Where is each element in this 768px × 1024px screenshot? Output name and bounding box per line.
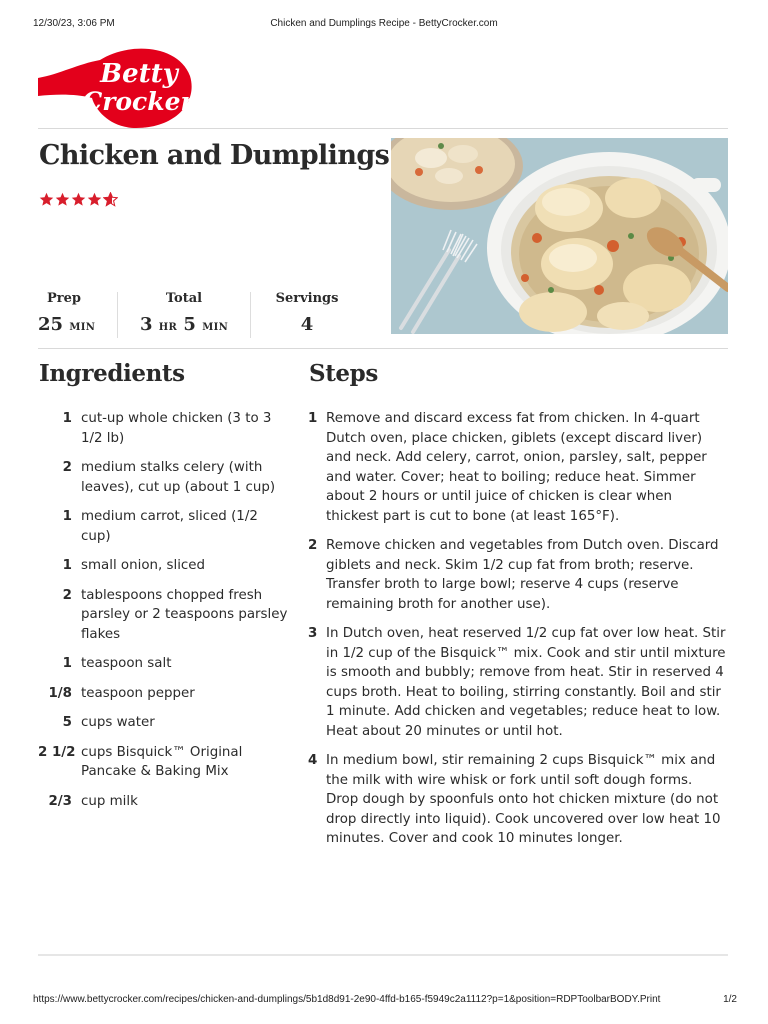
print-footer bbox=[0, 994, 768, 1008]
servings bbox=[272, 291, 342, 339]
ingredient-qty: 2 bbox=[62, 460, 72, 475]
star-full-icon bbox=[71, 192, 86, 207]
ingredient-text: cut-up whole chicken (3 to 3 1/2 lb) bbox=[81, 411, 272, 446]
steps-list bbox=[305, 409, 728, 859]
divider bbox=[38, 954, 728, 956]
total-label: Total bbox=[165, 291, 203, 306]
prep-value bbox=[38, 314, 96, 335]
step-item bbox=[305, 624, 728, 741]
step-number: 1 bbox=[308, 411, 318, 426]
spoon-logo-icon bbox=[38, 40, 198, 132]
meta-divider bbox=[250, 292, 251, 338]
ingredient-text: tablespoons chopped fresh parsley or 2 teaspoons parsley flakes bbox=[81, 587, 288, 642]
ingredient-text: cups water bbox=[81, 715, 155, 730]
total-min-unit: MIN bbox=[202, 322, 229, 333]
logo-line1: Betty bbox=[100, 59, 178, 89]
ingredient-qty: 5 bbox=[62, 715, 72, 730]
ingredient-text: cup milk bbox=[81, 793, 138, 809]
ingredient-item bbox=[38, 713, 288, 733]
ingredient-item bbox=[38, 458, 288, 497]
servings-value: 4 bbox=[300, 314, 314, 335]
ingredient-item bbox=[38, 743, 288, 782]
step-text: In Dutch oven, heat reserved 1/2 cup fat over low heat. Stir in 1/2 cup of the Bisquick™ mix. Cook and stir until mixture is smooth and bubbly; remove from heat. Stir in reserved 4 cups broth. Heat to boiling, stirring constantly. Boil and stir 1 minute. Add chicken and vegetables; reduce heat to low. Heat about 20 minutes or until hot. bbox=[326, 626, 726, 739]
total-value bbox=[138, 314, 230, 335]
step-item bbox=[305, 751, 728, 849]
ingredient-qty: 1 bbox=[62, 411, 72, 426]
step-item bbox=[305, 536, 728, 614]
step-number: 2 bbox=[308, 538, 318, 553]
total-min: 5 bbox=[183, 314, 196, 335]
betty-crocker-logo[interactable] bbox=[38, 40, 198, 132]
print-url: https://www.bettycrocker.com/recipes/chicken-and-dumplings/5b1d8d91-2e90-4ffd-b165-f5949c2a1112?p=1&position=RDPToolbarBODY.Print bbox=[33, 994, 661, 1005]
ingredient-qty: 1 bbox=[62, 558, 72, 573]
ingredient-qty: 1 bbox=[62, 509, 72, 524]
ingredient-text: teaspoon salt bbox=[81, 656, 172, 671]
star-full-icon bbox=[87, 192, 102, 207]
ingredient-text: small onion, sliced bbox=[81, 558, 206, 573]
meta-divider bbox=[117, 292, 118, 338]
prep-unit: MIN bbox=[69, 322, 96, 333]
ingredient-text: medium carrot, sliced (1/2 cup) bbox=[81, 509, 258, 544]
star-full-icon bbox=[39, 192, 54, 207]
star-rating[interactable] bbox=[39, 192, 118, 207]
step-text: Remove and discard excess fat from chicken. In 4-quart Dutch oven, place chicken, giblets (except discard liver) and neck. Add celery, carrot, onion, parsley, salt, pepper and water. Cover; heat to boiling; reduce heat. Simmer about 2 hours or until juice of chicken is clear when thickest part is cut to bone (at least 165°F). bbox=[326, 411, 707, 524]
divider bbox=[38, 348, 728, 349]
print-page-title: Chicken and Dumplings Recipe - BettyCrocker.com bbox=[270, 18, 498, 29]
ingredient-qty: 2/3 bbox=[48, 793, 72, 809]
divider bbox=[38, 128, 728, 129]
ingredient-text: medium stalks celery (with leaves), cut up (about 1 cup) bbox=[81, 460, 276, 495]
steps-heading: Steps bbox=[309, 360, 378, 387]
ingredient-item bbox=[38, 654, 288, 674]
star-half-icon bbox=[103, 192, 118, 207]
ingredient-qty: 1 bbox=[62, 656, 72, 671]
prep-time bbox=[38, 291, 96, 339]
ingredients-heading: Ingredients bbox=[39, 360, 185, 387]
servings-label: Servings bbox=[275, 291, 339, 306]
recipe-title: Chicken and Dumplings bbox=[39, 140, 390, 171]
print-datetime: 12/30/23, 3:06 PM bbox=[33, 18, 115, 29]
step-text: Remove chicken and vegetables from Dutch oven. Discard giblets and neck. Skim 1/2 cup fat from broth; reserve. Transfer broth to large bowl; reserve 4 cups (reserve remaining broth for another use). bbox=[326, 538, 719, 612]
step-item bbox=[305, 409, 728, 526]
ingredient-item bbox=[38, 409, 288, 448]
page-number: 1/2 bbox=[723, 994, 737, 1005]
recipe-photo bbox=[391, 138, 728, 334]
ingredient-qty: 2 bbox=[62, 587, 72, 603]
ingredient-qty: 2 1/2 bbox=[38, 744, 76, 760]
ingredients-list bbox=[38, 409, 288, 821]
prep-num: 25 bbox=[38, 314, 64, 335]
ingredient-qty: 1/8 bbox=[48, 685, 72, 701]
ingredient-text: cups Bisquick™ Original Pancake & Baking Mix bbox=[81, 744, 243, 779]
ingredient-item bbox=[38, 684, 288, 704]
total-time bbox=[138, 291, 230, 339]
total-hr: 3 bbox=[139, 314, 153, 335]
ingredient-item bbox=[38, 586, 288, 645]
ingredient-item bbox=[38, 792, 288, 812]
chicken-dumplings-photo-icon bbox=[391, 138, 728, 334]
logo-line2: Crocker bbox=[82, 87, 194, 116]
star-full-icon bbox=[55, 192, 70, 207]
step-text: In medium bowl, stir remaining 2 cups Bisquick™ mix and the milk with wire whisk or fork until soft dough forms. Drop dough by spoonfuls onto hot chicken mixture (do not drop directly into liquid). Cook uncovered over low heat 10 minutes. Cover and cook 10 minutes longer. bbox=[326, 753, 721, 846]
total-hr-unit: HR bbox=[158, 322, 178, 333]
print-header bbox=[0, 18, 768, 32]
ingredient-text: teaspoon pepper bbox=[81, 685, 195, 701]
step-number: 3 bbox=[308, 626, 318, 641]
prep-label: Prep bbox=[47, 291, 81, 306]
ingredient-item bbox=[38, 556, 288, 576]
ingredient-item bbox=[38, 507, 288, 546]
step-number: 4 bbox=[308, 753, 318, 768]
